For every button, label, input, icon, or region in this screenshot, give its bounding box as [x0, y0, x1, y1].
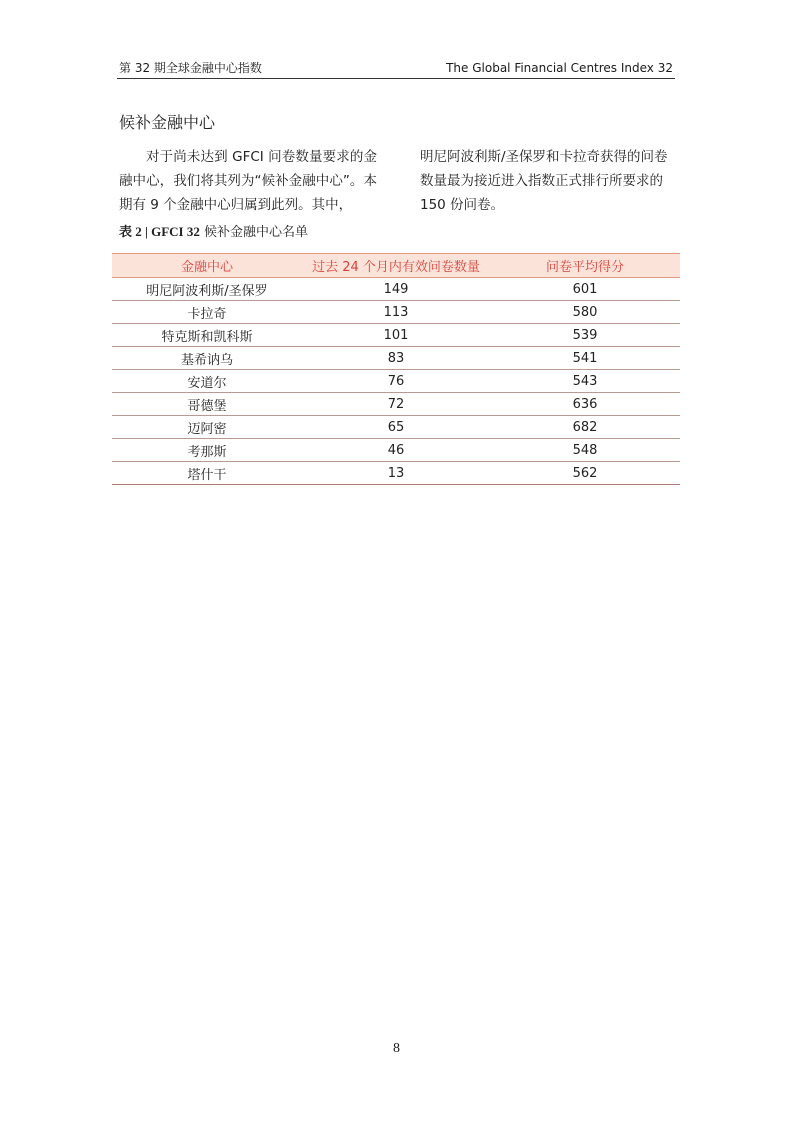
table-header-row: [112, 254, 680, 278]
table-row: [112, 439, 680, 462]
cell-centre: 安道尔: [112, 370, 302, 393]
cell-responses: 13: [302, 462, 490, 485]
header-title-en: The Global Financial Centres Index 32: [446, 61, 673, 75]
table-row: [112, 301, 680, 324]
header-title-cn: 第 32 期全球金融中心指数: [119, 61, 262, 75]
table-row: [112, 347, 680, 370]
cell-score: 543: [490, 370, 680, 393]
cell-score: 636: [490, 393, 680, 416]
cell-centre: 考那斯: [112, 439, 302, 462]
cell-responses: 113: [302, 301, 490, 324]
cell-score: 580: [490, 301, 680, 324]
cell-centre: 明尼阿波利斯/圣保罗: [112, 278, 302, 301]
cell-score: 562: [490, 462, 680, 485]
cell-centre: 哥德堡: [112, 393, 302, 416]
cell-responses: 149: [302, 278, 490, 301]
cell-score: 539: [490, 324, 680, 347]
cell-responses: 65: [302, 416, 490, 439]
column-header-score: 问卷平均得分: [490, 254, 680, 278]
table-caption: [119, 221, 308, 240]
cell-score: 682: [490, 416, 680, 439]
table-row: [112, 393, 680, 416]
cell-responses: 101: [302, 324, 490, 347]
page-number: 8: [393, 1041, 400, 1056]
cell-centre: 基希讷乌: [112, 347, 302, 370]
column-header-responses: 过去 24 个月内有效问卷数量: [302, 254, 490, 278]
cell-responses: 72: [302, 393, 490, 416]
cell-centre: 塔什干: [112, 462, 302, 485]
cell-responses: 76: [302, 370, 490, 393]
cell-responses: 46: [302, 439, 490, 462]
candidate-centres-table: [112, 253, 680, 485]
cell-score: 548: [490, 439, 680, 462]
page-header: [117, 58, 675, 79]
cell-centre: 特克斯和凯科斯: [112, 324, 302, 347]
cell-score: 601: [490, 278, 680, 301]
paragraph-left-column: 对于尚未达到 GFCI 问卷数量要求的金融中心，我们将其列为“候补金融中心”。本期有 9 个金融中心归属到此列。其中，: [119, 149, 377, 213]
cell-responses: 83: [302, 347, 490, 370]
paragraph-right-column: 明尼阿波利斯/圣保罗和卡拉奇获得的问卷数量最为接近进入指数正式排行所要求的 150 份问卷。: [420, 149, 668, 213]
table-caption-text: 候补金融中心名单: [204, 225, 309, 240]
cell-centre: 迈阿密: [112, 416, 302, 439]
table-row: [112, 370, 680, 393]
cell-centre: 卡拉奇: [112, 301, 302, 324]
table-caption-label: 表 2 | GFCI 32: [119, 224, 200, 239]
column-header-centre: 金融中心: [112, 254, 302, 278]
table-row: [112, 462, 680, 485]
section-title: 候补金融中心: [119, 113, 216, 132]
table-row: [112, 324, 680, 347]
cell-score: 541: [490, 347, 680, 370]
table-row: [112, 278, 680, 301]
table-row: [112, 416, 680, 439]
